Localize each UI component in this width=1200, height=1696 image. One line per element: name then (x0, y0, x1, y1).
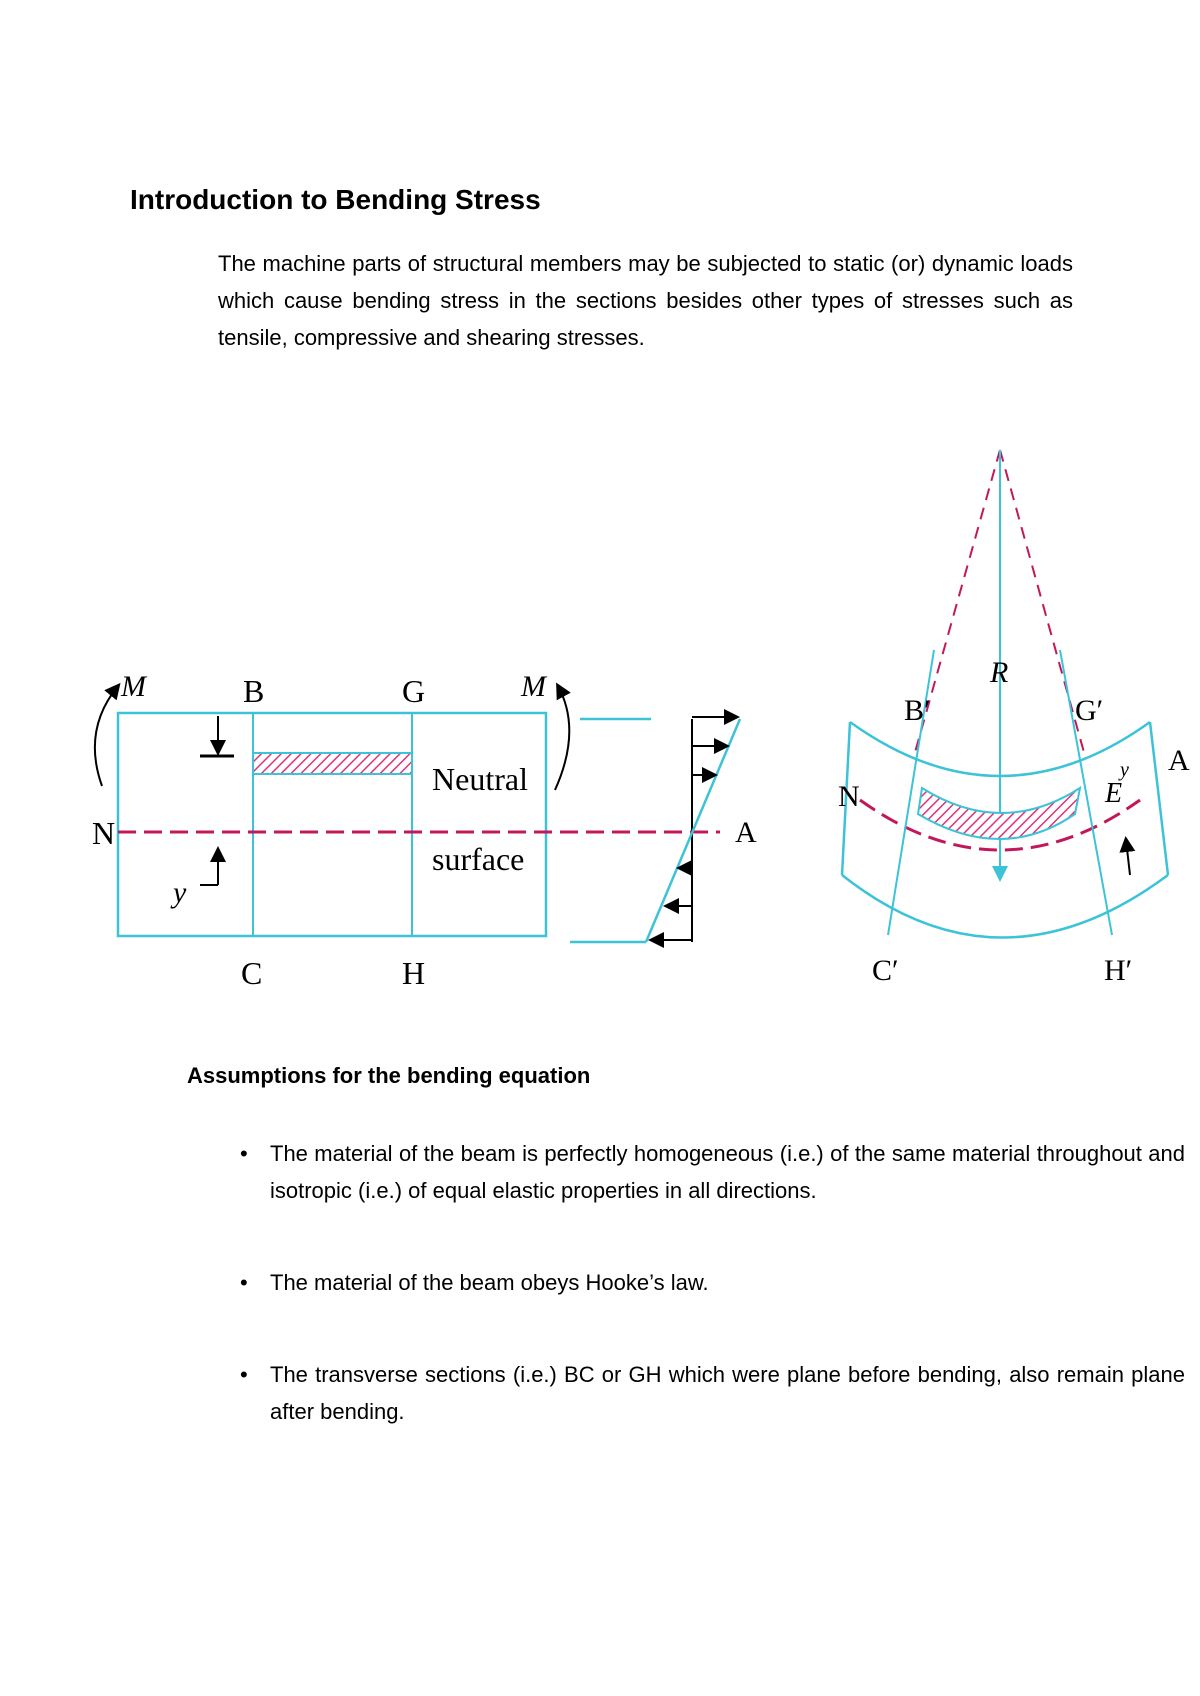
list-item (240, 1264, 1185, 1301)
page-title: Introduction to Bending Stress (130, 184, 541, 215)
bullet: • (240, 1362, 248, 1387)
label-n-curved: N (838, 780, 860, 813)
assumption-text: The material of the beam is perfectly homogeneous (i.e.) of the same material throughout and isotropic (i.e.) of equal elastic properties in all directions. (270, 1141, 1185, 1203)
bending-figure (0, 430, 1200, 1000)
intro-text: The machine parts of structural members may be subjected to static (or) dynamic loads which cause bending stress in the sections besides other types of stresses such as tensile, compressive and shearing stresses. (218, 251, 1073, 350)
label-r: R (990, 656, 1009, 689)
curved-right-edge (1150, 722, 1168, 875)
label-h-prime: H′ (1104, 954, 1133, 987)
label-y-curved: y (1120, 759, 1129, 781)
assumptions-heading: Assumptions for the bending equation (187, 1063, 591, 1088)
label-g-prime: G′ (1075, 694, 1104, 727)
label-m-left: M (121, 670, 146, 703)
bullet: • (240, 1141, 248, 1166)
list-item (240, 1356, 1185, 1430)
label-a-curved: A (1168, 744, 1190, 777)
label-c-prime: C′ (872, 954, 899, 987)
assumption-text: The transverse sections (i.e.) BC or GH which were plane before bending, also remain plane after bending. (270, 1362, 1185, 1424)
label-neutral: Neutral (432, 761, 528, 797)
intro-paragraph (188, 245, 1073, 356)
label-y: y (173, 876, 187, 909)
curved-bottom-edge (842, 875, 1168, 938)
moment-arrow-right (555, 686, 569, 790)
label-a: A (735, 816, 757, 849)
label-m-right: M (521, 670, 546, 703)
straight-beam (92, 670, 757, 991)
assumptions-list (240, 1135, 1185, 1485)
list-item (240, 1135, 1185, 1209)
assumption-text: The material of the beam obeys Hooke’s law. (270, 1270, 709, 1295)
label-b: B (243, 673, 265, 709)
curved-beam (838, 450, 1190, 987)
bullet: • (240, 1270, 248, 1295)
moment-arrow-left (95, 686, 118, 786)
hatched-layer (253, 753, 412, 774)
label-b-prime: B′ (904, 694, 931, 727)
curved-y-arrow (1126, 840, 1130, 875)
label-n: N (92, 815, 116, 851)
label-e: E (1105, 778, 1123, 809)
label-h: H (402, 955, 426, 991)
label-g: G (402, 673, 426, 709)
label-surface: surface (432, 841, 525, 877)
label-c: C (241, 955, 263, 991)
bending-diagram (0, 430, 1200, 1000)
radius-dash-right (1000, 450, 1085, 756)
